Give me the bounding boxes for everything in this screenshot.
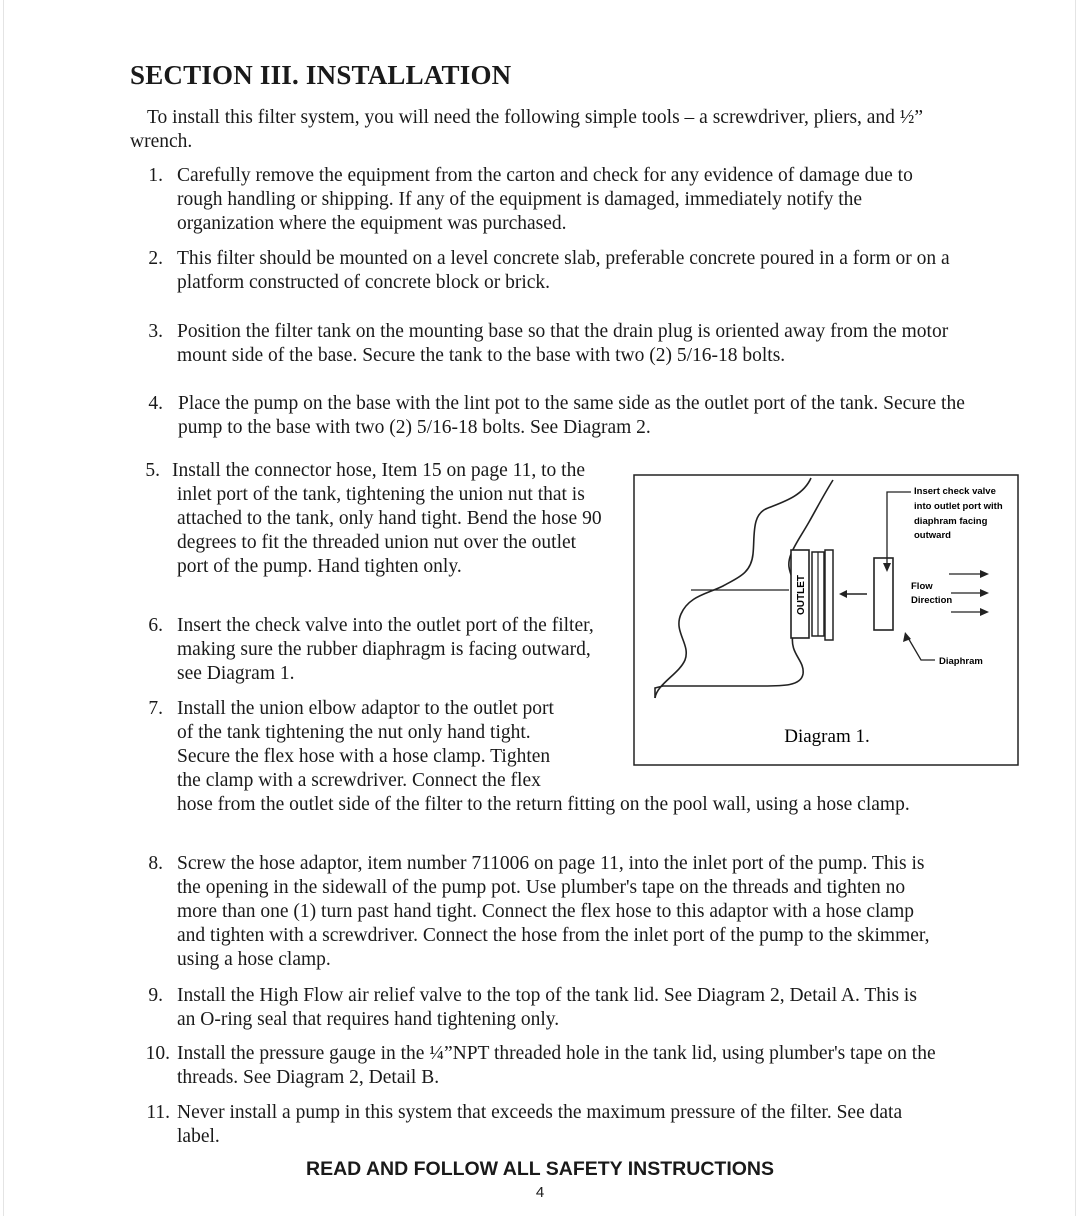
check-valve-note-line-3: diaphram facing [914, 516, 988, 527]
step-text: Screw the hose adaptor, item number 711006 on page 11, into the inlet port of the pump. This is the opening in the sidewall of the pump pot. Use plumber's tape on the threads and tighten no more than one (1) turn past hand tight. Connect the flex hose to this adaptor with a hose clamp and tighten with a screwdriver. Connect the hose from the inlet port of the pump to the skimmer, using a hose clamp. [177, 853, 930, 970]
section-title: SECTION III. INSTALLATION [130, 60, 512, 90]
flow-label-line-1: Flow [911, 581, 933, 592]
step-number: 3. [148, 321, 163, 342]
step-number: 11. [146, 1102, 170, 1123]
step-text-content: Install the connector hose, Item 15 on page 11, to the inlet port of the tank, tightening the union nut that is attached to the tank, only hand tight. Bend the hose 90 degrees to fit the threaded union nut over the outlet port of the pump. Hand tighten only. [172, 460, 602, 577]
step-text: Install the High Flow air relief valve to the top of the tank lid. See Diagram 2, Detail A. This is an O-ring seal that requires hand tightening only. [177, 985, 917, 1030]
step-text: Position the filter tank on the mounting base so that the drain plug is oriented away from the motor mount side of the base. Secure the tank to the base with two (2) 5/16-18 bolts. [177, 321, 949, 366]
outlet-label: OUTLET [796, 575, 807, 615]
step-text-content: Install the union elbow adaptor to the outlet port of the tank tightening the nut only hand tight. Secure the flex hose with a hose clamp. Tighten the clamp with a screwdriver. Connect the flex hose from the outlet side of the filter to the return fitting on the pool wall, using a hose clamp. [177, 698, 910, 815]
diaphragm-label: Diaphram [939, 656, 983, 667]
step-text [172, 459, 612, 579]
diagram-caption: Diagram 1. [784, 726, 870, 747]
step-number: 5. [145, 460, 160, 481]
step-text: Insert the check valve into the outlet port of the filter, making sure the rubber diaphragm is facing outward, see Diagram 1. [177, 615, 594, 684]
page-left-edge [3, 0, 4, 1216]
step-text: Install the pressure gauge in the ¼”NPT threaded hole in the tank lid, using plumber's tape on the threads. See Diagram 2, Detail B. [177, 1043, 936, 1088]
step-number: 10. [145, 1043, 170, 1064]
check-valve-note-line-2: into outlet port with [914, 501, 1003, 512]
check-valve-note-line-4: outward [914, 530, 951, 541]
intro-paragraph: To install this filter system, you will need the following simple tools – a screwdriver, pliers, and ½” wrench. [130, 107, 924, 152]
step-number: 4. [148, 393, 163, 414]
safety-footer: READ AND FOLLOW ALL SAFETY INSTRUCTIONS [306, 1158, 774, 1180]
step-number: 6. [148, 615, 163, 636]
step-text: This filter should be mounted on a level concrete slab, preferable concrete poured in a form or on a platform constructed of concrete block or brick. [177, 248, 950, 293]
step-number: 7. [148, 698, 163, 719]
step-number: 9. [148, 985, 163, 1006]
page-number: 4 [535, 1184, 545, 1201]
step-number: 2. [148, 248, 163, 269]
step-number: 1. [148, 165, 163, 186]
flow-label-line-2: Direction [911, 595, 953, 606]
page-right-edge [1075, 0, 1076, 1216]
outlet-union [825, 550, 833, 640]
check-valve [874, 558, 893, 630]
step-number: 8. [148, 853, 163, 874]
step-text: Never install a pump in this system that exceeds the maximum pressure of the filter. See data label. [177, 1102, 903, 1147]
check-valve-note-line-1: Insert check valve [914, 486, 996, 497]
step-text: Place the pump on the base with the lint pot to the same side as the outlet port of the tank. Secure the pump to the base with two (2) 5/16-18 bolts. See Diagram 2. [178, 393, 965, 438]
step-text: Carefully remove the equipment from the carton and check for any evidence of damage due to rough handling or shipping. If any of the equipment is damaged, immediately notify the organization where the equipment was purchased. [177, 165, 913, 234]
diagram-1 [633, 474, 1019, 766]
